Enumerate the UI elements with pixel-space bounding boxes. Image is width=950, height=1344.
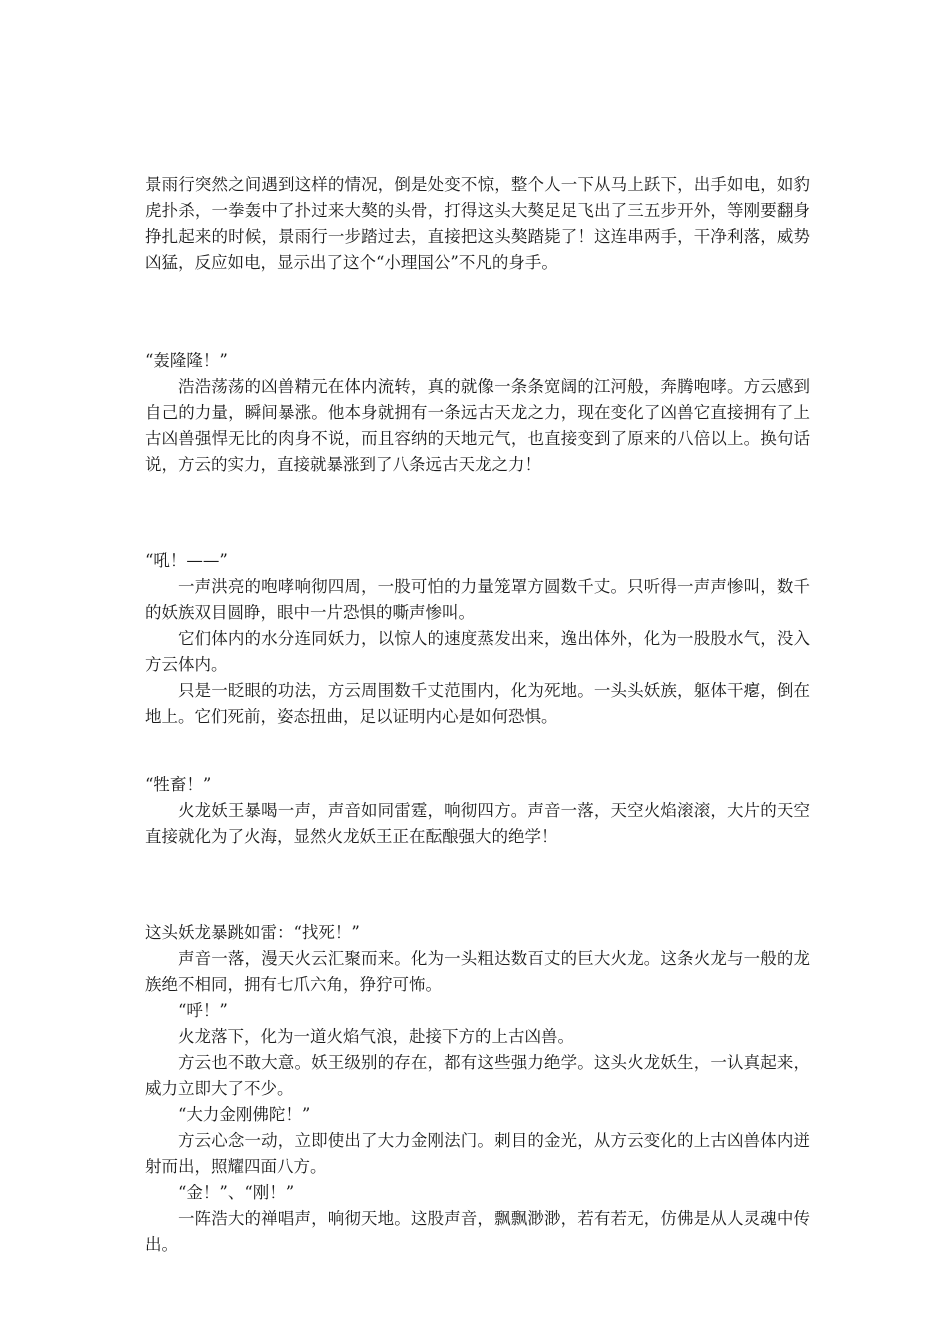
paragraph: 这头妖龙暴跳如雷：“找死！” (145, 923, 360, 942)
passage-fire-dragon (145, 920, 810, 1258)
dialogue-line: “牲畜！” (145, 775, 212, 794)
paragraph: 火龙落下，化为一道火焰气浪，赴接下方的上古凶兽。 (178, 1027, 574, 1046)
dialogue-line: “轰隆隆！” (145, 351, 228, 370)
passage-jing-yuxing (145, 172, 810, 276)
dialogue-line: “金！”、“刚！” (178, 1183, 295, 1202)
paragraph: 火龙妖王暴喝一声，声音如同雷霆，响彻四方。声音一落，天空火焰滚滚，大片的天空直接就化为了火海，显然火龙妖王正在酝酿强大的绝学！ (145, 801, 810, 846)
dialogue-line: “呼！” (178, 1001, 228, 1020)
paragraph: 它们体内的水分连同妖力，以惊人的速度蒸发出来，逸出体外，化为一股股水气，没入方云体内。 (145, 629, 810, 674)
paragraph: 一阵浩大的禅唱声，响彻天地。这股声音，飘飘渺渺，若有若无，仿佛是从人灵魂中传出。 (145, 1209, 810, 1254)
paragraph: 只是一眨眼的功法，方云周围数千丈范围内，化为死地。一头头妖族，躯体干瘪，倒在地上。它们死前，姿态扭曲，足以证明内心是如何恐惧。 (145, 681, 810, 726)
paragraph: 声音一落，漫天火云汇聚而来。化为一头粗达数百丈的巨大火龙。这条火龙与一般的龙族绝不相同，拥有七爪六角，狰狞可怖。 (145, 949, 810, 994)
paragraph: 一声洪亮的咆哮响彻四周，一股可怕的力量笼罩方圆数千丈。只听得一声声惨叫，数千的妖族双目圆睁，眼中一片恐惧的嘶声惨叫。 (145, 577, 810, 622)
dialogue-line: “吼！——” (145, 551, 228, 570)
passage-beast (145, 772, 810, 850)
dialogue-line: “大力金刚佛陀！” (178, 1105, 311, 1124)
paragraph: 方云心念一动，立即使出了大力金刚法门。刺目的金光，从方云变化的上古凶兽体内迸射而出，照耀四面八方。 (145, 1131, 810, 1176)
paragraph: 方云也不敢大意。妖王级别的存在，都有这些强力绝学。这头火龙妖生，一认真起来，威力立即大了不少。 (145, 1053, 810, 1098)
paragraph: 景雨行突然之间遇到这样的情况，倒是处变不惊，整个人一下从马上跃下，出手如电，如豹虎扑杀，一拳轰中了扑过来大獒的头骨，打得这头大獒足足飞出了三五步开外，等刚要翻身挣扎起来的时候，景雨行一步踏过去，直接把这头獒踏毙了！这连串两手，干净利落，威势凶猛，反应如电，显示出了这个“小理国公”不凡的身手。 (145, 175, 810, 272)
passage-roar (145, 548, 810, 730)
passage-rumbling (145, 348, 810, 478)
paragraph: 浩浩荡荡的凶兽精元在体内流转，真的就像一条条宽阔的江河般，奔腾咆哮。方云感到自己的力量，瞬间暴涨。他本身就拥有一条远古天龙之力，现在变化了凶兽它直接拥有了上古凶兽强悍无比的肉身不说，而且容纳的天地元气，也直接变到了原来的八倍以上。换句话说，方云的实力，直接就暴涨到了八条远古天龙之力！ (145, 377, 810, 474)
